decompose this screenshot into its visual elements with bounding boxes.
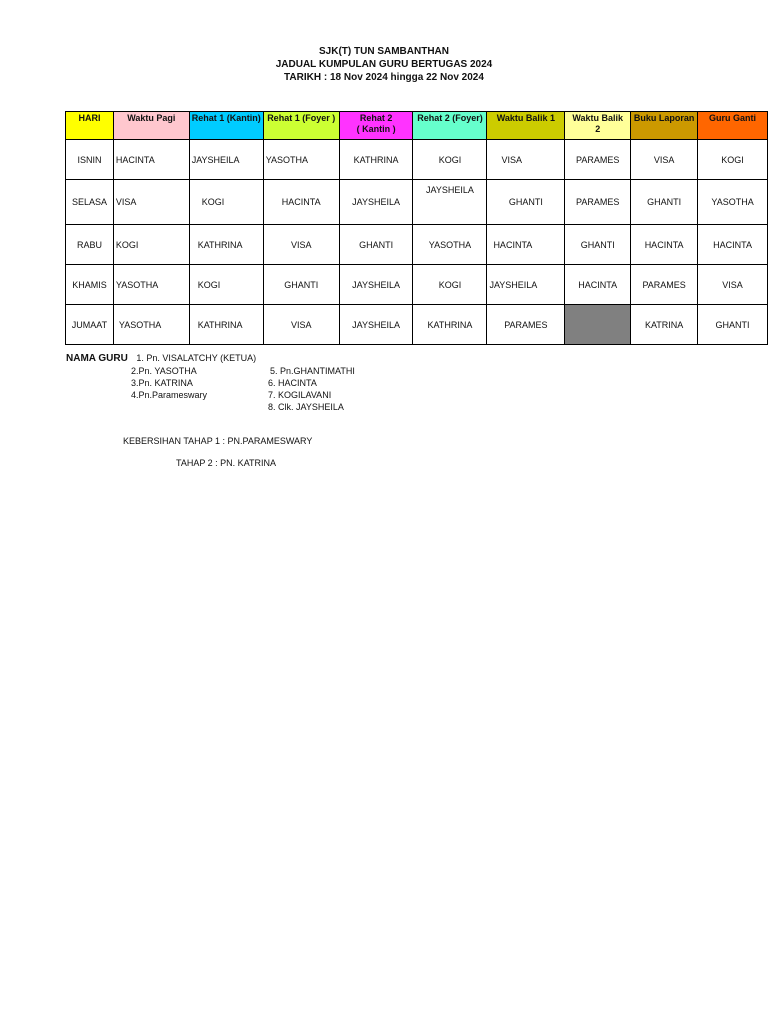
table-cell: PARAMES: [631, 265, 698, 305]
column-header: Waktu Balik 2: [565, 112, 631, 140]
table-row: [66, 265, 768, 305]
table-cell: VISA: [631, 140, 698, 180]
table-cell: KOGI: [413, 140, 487, 180]
table-cell: KATRINA: [631, 305, 698, 345]
teacher-name: 2.Pn. YASOTHA: [131, 366, 197, 376]
table-cell: PARAMES: [565, 180, 631, 225]
table-cell: GHANTI: [263, 265, 339, 305]
duty-schedule-table: [65, 111, 768, 345]
nama-guru-title-line: [66, 352, 256, 365]
column-header: Rehat 1 (Kantin): [189, 112, 263, 140]
table-cell: HACINTA: [565, 265, 631, 305]
teacher-name: 4.Pn.Parameswary: [131, 390, 208, 400]
table-cell: PARAMES: [487, 305, 565, 345]
teacher-list-right: [268, 365, 355, 413]
table-cell: VISA: [263, 305, 339, 345]
table-cell: JAYSHEILA: [413, 180, 487, 225]
table-cell: GHANTI: [339, 225, 413, 265]
table-cell: HACINTA: [487, 225, 565, 265]
table-row: [66, 225, 768, 265]
table-cell: YASOTHA: [113, 265, 189, 305]
column-header: Guru Ganti: [698, 112, 768, 140]
table-cell: HACINTA: [263, 180, 339, 225]
table-cell: KATHRINA: [339, 140, 413, 180]
empty-grey-cell: [565, 305, 631, 345]
table-cell: GHANTI: [698, 305, 768, 345]
column-header: Buku Laporan: [631, 112, 698, 140]
nama-guru-title: NAMA GURU: [66, 353, 128, 364]
school-name: SJK(T) TUN SAMBANTHAN: [319, 46, 449, 57]
table-cell: KOGI: [113, 225, 189, 265]
table-cell: YASOTHA: [113, 305, 189, 345]
table-cell: JAYSHEILA: [339, 305, 413, 345]
schedule-date: TARIKH : 18 Nov 2024 hingga 22 Nov 2024: [284, 72, 484, 83]
day-cell: KHAMIS: [66, 265, 114, 305]
table-cell: KOGI: [189, 265, 263, 305]
table-cell: YASOTHA: [698, 180, 768, 225]
table-header-row: [66, 112, 768, 140]
table-cell: VISA: [113, 180, 189, 225]
day-cell: ISNIN: [66, 140, 114, 180]
teacher-name: 8. Clk. JAYSHEILA: [268, 402, 344, 412]
table-cell: HACINTA: [113, 140, 189, 180]
table-row: [66, 305, 768, 345]
column-header: HARI: [66, 112, 114, 140]
column-header: Rehat 1 (Foyer ): [263, 112, 339, 140]
table-cell: HACINTA: [631, 225, 698, 265]
table-cell: GHANTI: [631, 180, 698, 225]
day-cell: SELASA: [66, 180, 114, 225]
table-cell: VISA: [263, 225, 339, 265]
schedule-title: JADUAL KUMPULAN GURU BERTUGAS 2024: [275, 59, 493, 70]
day-cell: JUMAAT: [66, 305, 114, 345]
table-row: [66, 180, 768, 225]
column-header: Waktu Balik 1: [487, 112, 565, 140]
table-cell: KOGI: [189, 180, 263, 225]
column-header: Rehat 2 (Foyer): [413, 112, 487, 140]
teacher-name: 3.Pn. KATRINA: [131, 378, 193, 388]
kebersihan-tahap-1: KEBERSIHAN TAHAP 1 : PN.PARAMESWARY: [123, 436, 313, 446]
table-cell: GHANTI: [565, 225, 631, 265]
column-header: Waktu Pagi: [113, 112, 189, 140]
column-header: Rehat 2 ( Kantin ): [339, 112, 413, 140]
table-cell: VISA: [487, 140, 565, 180]
teacher-name: 6. HACINTA: [268, 378, 317, 388]
table-cell: KOGI: [698, 140, 768, 180]
table-cell: KOGI: [413, 265, 487, 305]
teacher-list-left: [131, 365, 207, 401]
table-cell: JAYSHEILA: [189, 140, 263, 180]
table-cell: YASOTHA: [413, 225, 487, 265]
table-cell: JAYSHEILA: [487, 265, 565, 305]
table-cell: KATHRINA: [413, 305, 487, 345]
table-cell: JAYSHEILA: [339, 265, 413, 305]
document-header: [0, 45, 768, 84]
table-cell: HACINTA: [698, 225, 768, 265]
table-cell: JAYSHEILA: [339, 180, 413, 225]
table-cell: KATHRINA: [189, 305, 263, 345]
table-cell: KATHRINA: [189, 225, 263, 265]
kebersihan-tahap-2: TAHAP 2 : PN. KATRINA: [176, 458, 277, 468]
day-cell: RABU: [66, 225, 114, 265]
table-cell: VISA: [698, 265, 768, 305]
table-cell: YASOTHA: [263, 140, 339, 180]
table-cell: GHANTI: [487, 180, 565, 225]
teacher-name: 5. Pn.GHANTIMATHI: [270, 366, 355, 376]
table-cell: PARAMES: [565, 140, 631, 180]
table-row: [66, 140, 768, 180]
teacher-name: 1. Pn. VISALATCHY (KETUA): [136, 353, 257, 363]
teacher-name: 7. KOGILAVANI: [268, 390, 332, 400]
